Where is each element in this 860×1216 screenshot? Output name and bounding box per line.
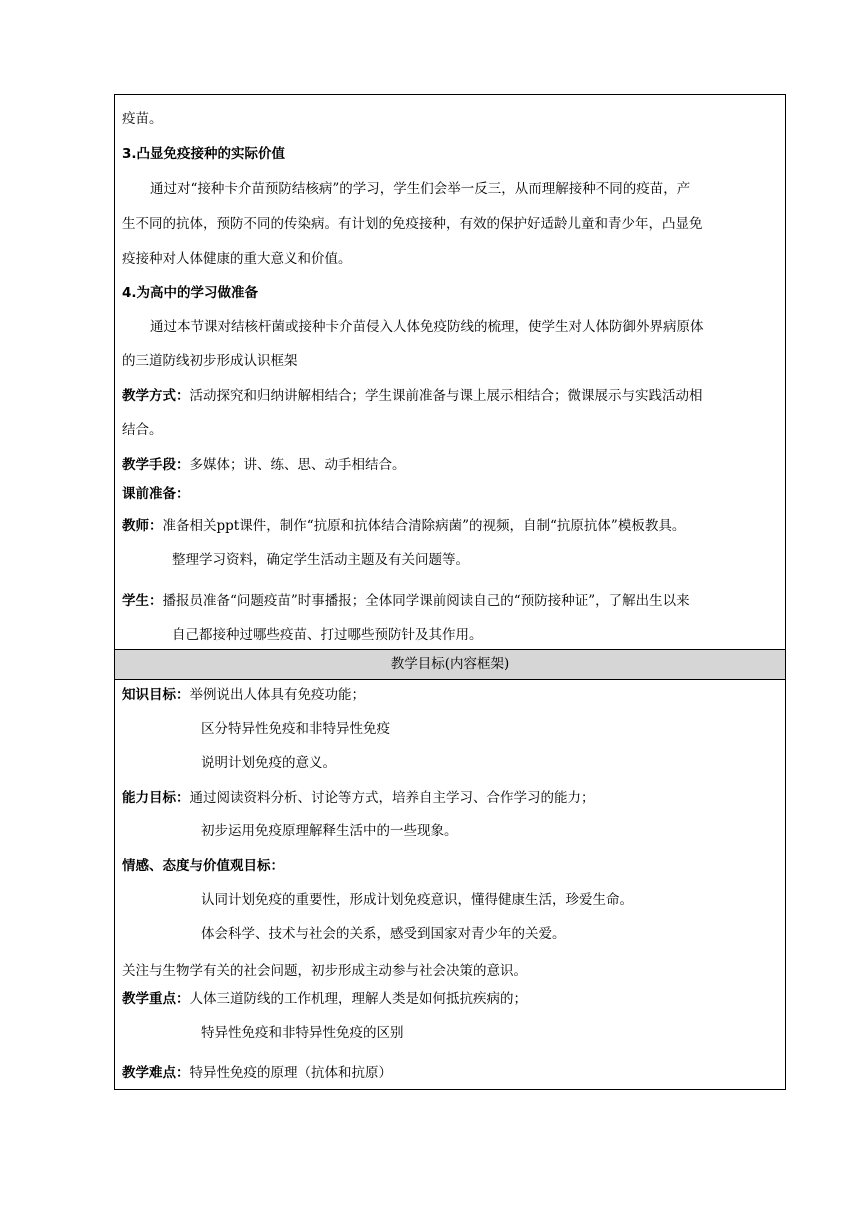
knowledge-goal-line1 [122, 686, 365, 704]
teaching-method-line2: 结合。 [122, 422, 163, 438]
ability-goal-label: 能力目标： [122, 790, 190, 806]
key-point-line2: 特异性免疫和非特异性免疫的区别 [201, 1025, 404, 1041]
emotion-goal-line1: 认同计划免疫的重要性，形成计划免疫意识，懂得健康生活，珍爱生命。 [201, 892, 633, 908]
teacher-prep-text1: 准备相关ppt课件，制作“抗原和抗体结合清除病菌”的视频，自制“抗原抗体”模板教具。 [162, 518, 686, 534]
teaching-method-label: 教学方式： [122, 388, 190, 404]
student-prep-text1: 播报员准备“问题疫苗”时事播报；全体同学课前阅读自己的“预防接种证”，了解出生以来 [162, 593, 690, 609]
teaching-background-cell [115, 95, 785, 649]
teaching-objectives-cell [115, 680, 785, 1091]
para-vaccination-line3: 疫接种对人体健康的重大意义和价值。 [122, 251, 352, 267]
difficulty-line [122, 1064, 392, 1082]
heading-high-school-prep: 4.为高中的学习做准备 [122, 285, 259, 301]
teaching-means-text: 多媒体；讲、练、思、动手相结合。 [189, 457, 406, 473]
content-table [114, 94, 786, 1090]
teaching-method-text1: 活动探究和归纳讲解相结合；学生课前准备与课上展示相结合；微课展示与实践活动相 [189, 388, 703, 404]
heading-vaccination-value: 3.凸显免疫接种的实际价值 [122, 146, 286, 162]
para-vaccination-line1: 通过对“接种卡介苗预防结核病”的学习，学生们会举一反三，从而理解接种不同的疫苗，产 [150, 181, 691, 197]
student-prep-line1 [122, 592, 690, 610]
difficulty-text: 特异性免疫的原理（抗体和抗原） [189, 1065, 392, 1081]
teaching-means-label: 教学手段： [122, 457, 190, 473]
key-point-text1: 人体三道防线的工作机理，理解人类是如何抵抗疾病的； [189, 991, 527, 1007]
knowledge-goal-line3: 说明计划免疫的意义。 [201, 755, 336, 771]
para-prep-line1: 通过本节课对结核杆菌或接种卡介苗侵入人体免疫防线的梳理，使学生对人体防御外界病原体 [150, 319, 704, 335]
teacher-prep-line1 [122, 517, 685, 535]
student-label: 学生： [122, 593, 163, 609]
social-issue-line: 关注与生物学有关的社会问题，初步形成主动参与社会决策的意识。 [122, 963, 527, 979]
para-prep-line2: 的三道防线初步形成认识框架 [122, 353, 298, 369]
ability-goal-line1 [122, 789, 595, 807]
knowledge-goal-line2: 区分特异性免疫和非特异性免疫 [201, 721, 390, 737]
knowledge-goal-text1: 举例说出人体具有免疫功能； [189, 687, 365, 703]
line-vaccine-end: 疫苗。 [122, 111, 163, 127]
key-point-line1 [122, 990, 527, 1008]
teaching-means-line [122, 456, 406, 474]
key-point-label: 教学重点： [122, 991, 190, 1007]
emotion-goal-line2: 体会科学、技术与社会的关系，感受到国家对青少年的关爱。 [201, 926, 566, 942]
knowledge-goal-label: 知识目标： [122, 687, 190, 703]
ability-goal-line2: 初步运用免疫原理解释生活中的一些现象。 [201, 823, 458, 839]
teacher-label: 教师： [122, 518, 163, 534]
emotion-goal-label: 情感、态度与价值观目标： [122, 858, 284, 874]
ability-goal-text1: 通过阅读资料分析、讨论等方式，培养自主学习、合作学习的能力； [189, 790, 595, 806]
para-vaccination-line2: 生不同的抗体，预防不同的传染病。有计划的免疫接种，有效的保护好适龄儿童和青少年，凸显免 [122, 216, 703, 232]
teaching-method-line1 [122, 387, 703, 405]
teaching-objectives-header: 教学目标(内容框架) [115, 649, 785, 680]
student-prep-line2: 自己都接种过哪些疫苗、打过哪些预防针及其作用。 [172, 627, 483, 643]
pre-class-prep-label: 课前准备： [122, 486, 190, 502]
difficulty-label: 教学难点： [122, 1065, 190, 1081]
teacher-prep-line2: 整理学习资料，确定学生活动主题及有关问题等。 [172, 552, 469, 568]
